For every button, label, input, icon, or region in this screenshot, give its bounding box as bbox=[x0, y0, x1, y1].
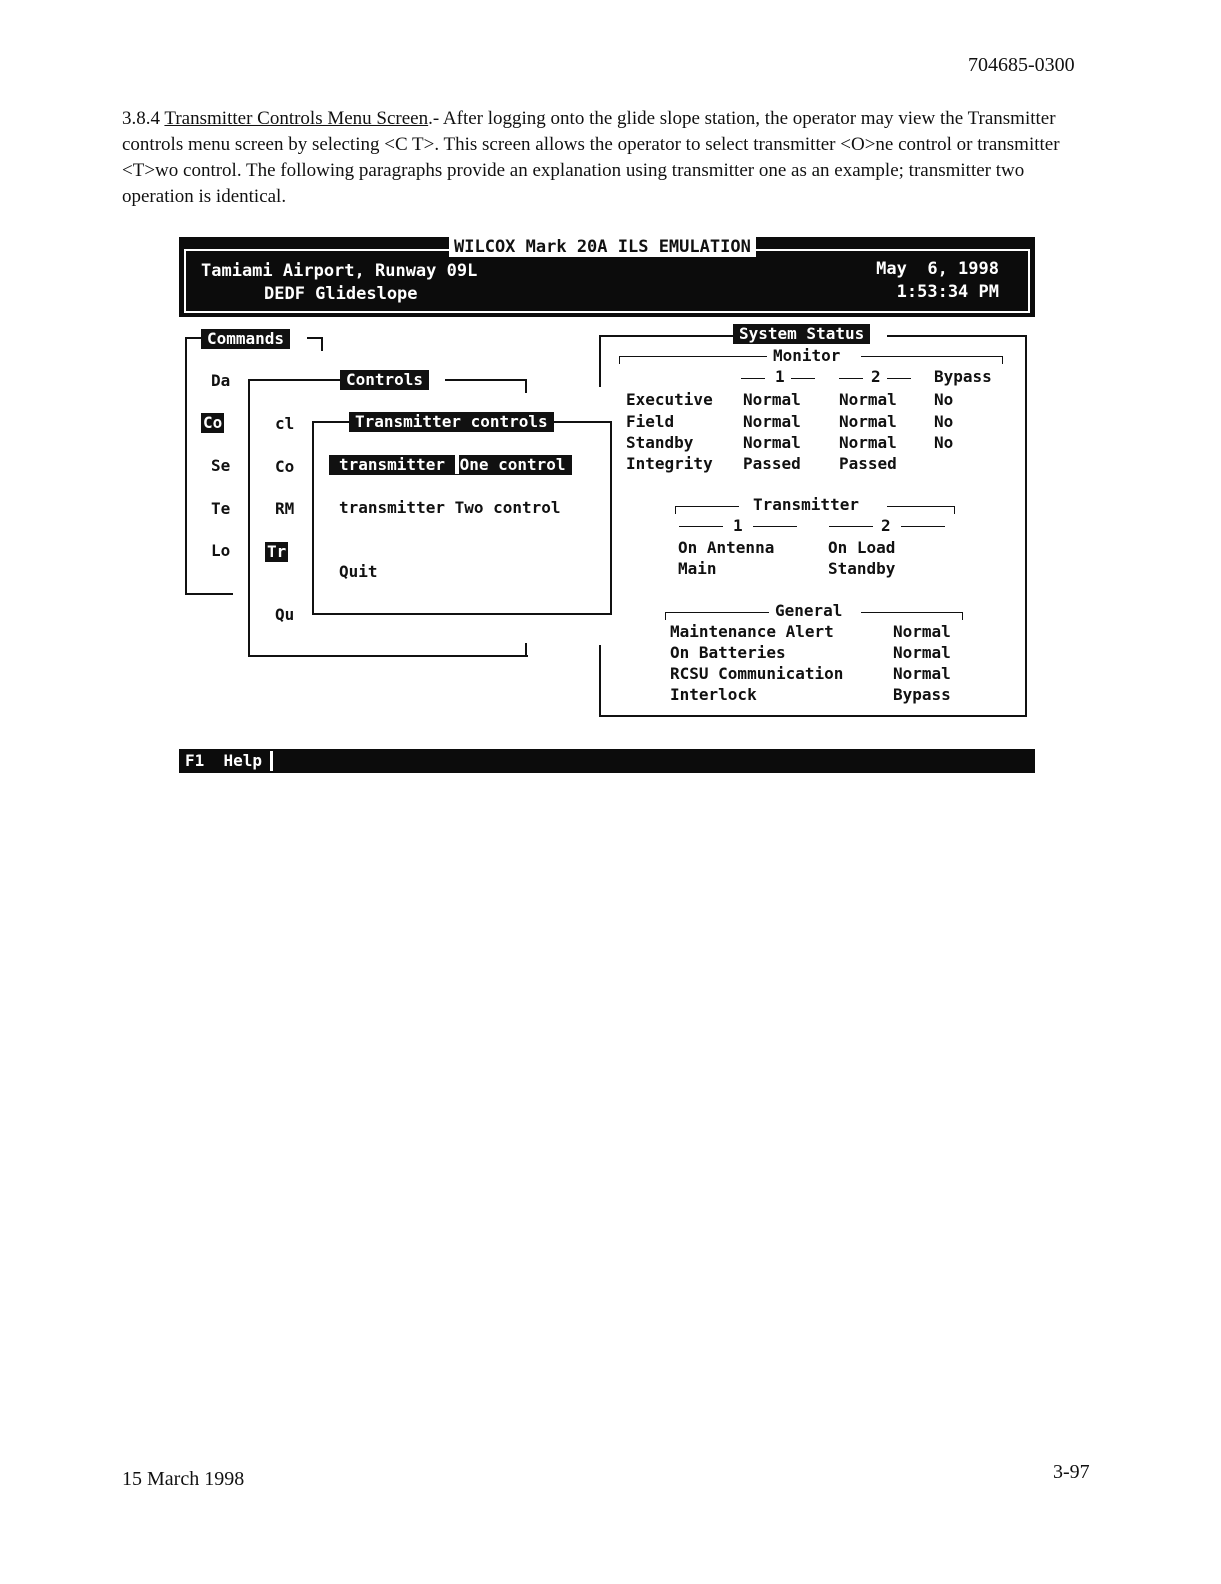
general-row-value: Normal bbox=[893, 622, 951, 641]
monitor-rule-right-tick bbox=[1002, 356, 1003, 364]
general-rule-left-tick bbox=[665, 612, 666, 620]
commands-frame-right bbox=[321, 337, 323, 351]
general-rule-left bbox=[665, 612, 769, 613]
status-frame-right bbox=[1025, 335, 1027, 717]
controls-frame-top-left bbox=[248, 379, 340, 381]
monitor-row-value: No bbox=[934, 390, 954, 409]
general-row-value: Normal bbox=[893, 643, 951, 662]
monitor-col2-rule-left bbox=[839, 378, 863, 379]
menu-item-quit[interactable]: Quit bbox=[339, 562, 378, 581]
transmitter-col2-rule-left bbox=[829, 526, 873, 527]
monitor-row-value: Normal bbox=[743, 433, 801, 452]
menu-item-transmitter-one-prefix: transmitter bbox=[339, 455, 455, 474]
transmitter-rule-left-tick bbox=[675, 506, 676, 514]
monitor-row-value: Normal bbox=[743, 390, 801, 409]
controls-item-cl[interactable]: cl bbox=[275, 414, 295, 433]
transmitter-controls-box bbox=[312, 421, 612, 615]
monitor-rule-left bbox=[619, 356, 767, 357]
transmitter-col1-rule-left bbox=[679, 526, 723, 527]
section-body: .- After logging onto the glide slope station, the operator may view the Transmitter controls menu screen by selecting <C T>. This screen allows the operator to select transmitter <O>ne control or transmitter <T>wo control. The following paragraphs provide an explanation using transmitter one as an example; transmitter two operation is identical. bbox=[122, 108, 1060, 207]
section-heading: Transmitter Controls Menu Screen bbox=[164, 108, 429, 129]
monitor-row-value: Normal bbox=[839, 433, 897, 452]
transmitter-rule-right bbox=[887, 506, 955, 507]
transmitter-controls-title: Transmitter controls bbox=[349, 412, 554, 432]
menu-item-transmitter-one-suffix: One control bbox=[455, 455, 566, 474]
monitor-row-label: Field bbox=[626, 412, 675, 431]
general-rule-right-tick bbox=[962, 612, 963, 620]
status-frame-left-lower bbox=[599, 645, 601, 717]
commands-item-te[interactable]: Te bbox=[211, 499, 231, 518]
controls-frame-top-right bbox=[445, 379, 527, 381]
general-row-label: Maintenance Alert bbox=[670, 622, 834, 641]
transmitter-status-title: Transmitter bbox=[753, 495, 859, 514]
monitor-col1-rule-left bbox=[741, 378, 765, 379]
controls-frame-left bbox=[248, 379, 250, 657]
menu-item-transmitter-two[interactable]: transmitter Two control bbox=[339, 498, 561, 517]
status-frame-left-upper bbox=[599, 335, 601, 387]
commands-item-se[interactable]: Se bbox=[211, 456, 231, 475]
monitor-row-value: Normal bbox=[839, 390, 897, 409]
monitor-col1-header: 1 bbox=[775, 367, 785, 386]
monitor-row-value: No bbox=[934, 433, 954, 452]
commands-item-da[interactable]: Da bbox=[211, 371, 231, 390]
menu-item-transmitter-one[interactable] bbox=[329, 455, 572, 475]
monitor-col1-rule-right bbox=[791, 378, 815, 379]
commands-frame-left bbox=[185, 337, 187, 595]
controls-frame-right-bottom bbox=[525, 643, 527, 657]
monitor-row-label: Standby bbox=[626, 433, 694, 452]
monitor-col2-header: 2 bbox=[871, 367, 881, 386]
monitor-rule-right bbox=[861, 356, 1003, 357]
monitor-row-value: Passed bbox=[839, 454, 897, 473]
transmitter-rule-right-tick bbox=[954, 506, 955, 514]
screen-time: 1:53:34 PM bbox=[896, 282, 999, 302]
monitor-rule-left-tick bbox=[619, 356, 620, 364]
status-frame-top-left bbox=[599, 335, 735, 337]
title-bar bbox=[179, 237, 1035, 317]
monitor-row-label: Integrity bbox=[626, 454, 713, 473]
general-row-label: Interlock bbox=[670, 685, 757, 704]
transmitter-row-value: On Antenna bbox=[678, 538, 775, 557]
controls-menu-title: Controls bbox=[340, 370, 429, 390]
general-row-label: On Batteries bbox=[670, 643, 786, 662]
monitor-row-value: Passed bbox=[743, 454, 801, 473]
system-status-title: System Status bbox=[733, 324, 870, 344]
monitor-row-label: Executive bbox=[626, 390, 713, 409]
status-frame-top-right bbox=[887, 335, 1027, 337]
section-paragraph bbox=[122, 106, 1082, 210]
commands-menu-title: Commands bbox=[201, 329, 290, 349]
commands-item-lo[interactable]: Lo bbox=[211, 541, 231, 560]
general-title: General bbox=[775, 601, 843, 620]
page-number: 3-97 bbox=[1053, 1461, 1090, 1483]
transmitter-col1-header: 1 bbox=[733, 516, 743, 535]
transmitter-rule-left bbox=[675, 506, 739, 507]
controls-item-rm[interactable]: RM bbox=[275, 499, 295, 518]
controls-item-tr-selected[interactable]: Tr bbox=[267, 542, 287, 561]
controls-item-qu[interactable]: Qu bbox=[275, 605, 295, 624]
controls-frame-right-top bbox=[525, 379, 527, 393]
general-rule-right bbox=[861, 612, 963, 613]
transmitter-row-value: Main bbox=[678, 559, 717, 578]
status-frame-bottom bbox=[599, 715, 1027, 717]
section-number: 3.8.4 bbox=[122, 108, 160, 129]
transmitter-col2-header: 2 bbox=[881, 516, 891, 535]
station-name: DEDF Glideslope bbox=[264, 284, 418, 304]
transmitter-col2-rule-right bbox=[901, 526, 945, 527]
commands-frame-bottom bbox=[185, 593, 233, 595]
general-row-value: Bypass bbox=[893, 685, 951, 704]
monitor-row-value: No bbox=[934, 412, 954, 431]
general-row-value: Normal bbox=[893, 664, 951, 683]
status-bar bbox=[179, 749, 1035, 773]
terminal-screenshot bbox=[179, 237, 1035, 773]
transmitter-col1-rule-right bbox=[753, 526, 797, 527]
screen-date: May 6, 1998 bbox=[876, 259, 999, 279]
controls-item-co[interactable]: Co bbox=[275, 457, 295, 476]
monitor-title: Monitor bbox=[773, 346, 841, 365]
app-title: WILCOX Mark 20A ILS EMULATION bbox=[449, 237, 756, 257]
general-row-label: RCSU Communication bbox=[670, 664, 844, 683]
commands-item-co-selected[interactable]: Co bbox=[203, 413, 223, 432]
footer-date: 15 March 1998 bbox=[122, 1468, 245, 1490]
monitor-col3-header: Bypass bbox=[934, 367, 992, 386]
site-name: Tamiami Airport, Runway 09L bbox=[201, 261, 478, 281]
controls-frame-bottom bbox=[248, 655, 528, 657]
help-key[interactable]: F1 Help bbox=[185, 751, 273, 771]
monitor-row-value: Normal bbox=[839, 412, 897, 431]
transmitter-row-value: On Load bbox=[828, 538, 896, 557]
transmitter-row-value: Standby bbox=[828, 559, 896, 578]
document-number: 704685-0300 bbox=[968, 54, 1075, 76]
monitor-col2-rule-right bbox=[887, 378, 911, 379]
monitor-row-value: Normal bbox=[743, 412, 801, 431]
